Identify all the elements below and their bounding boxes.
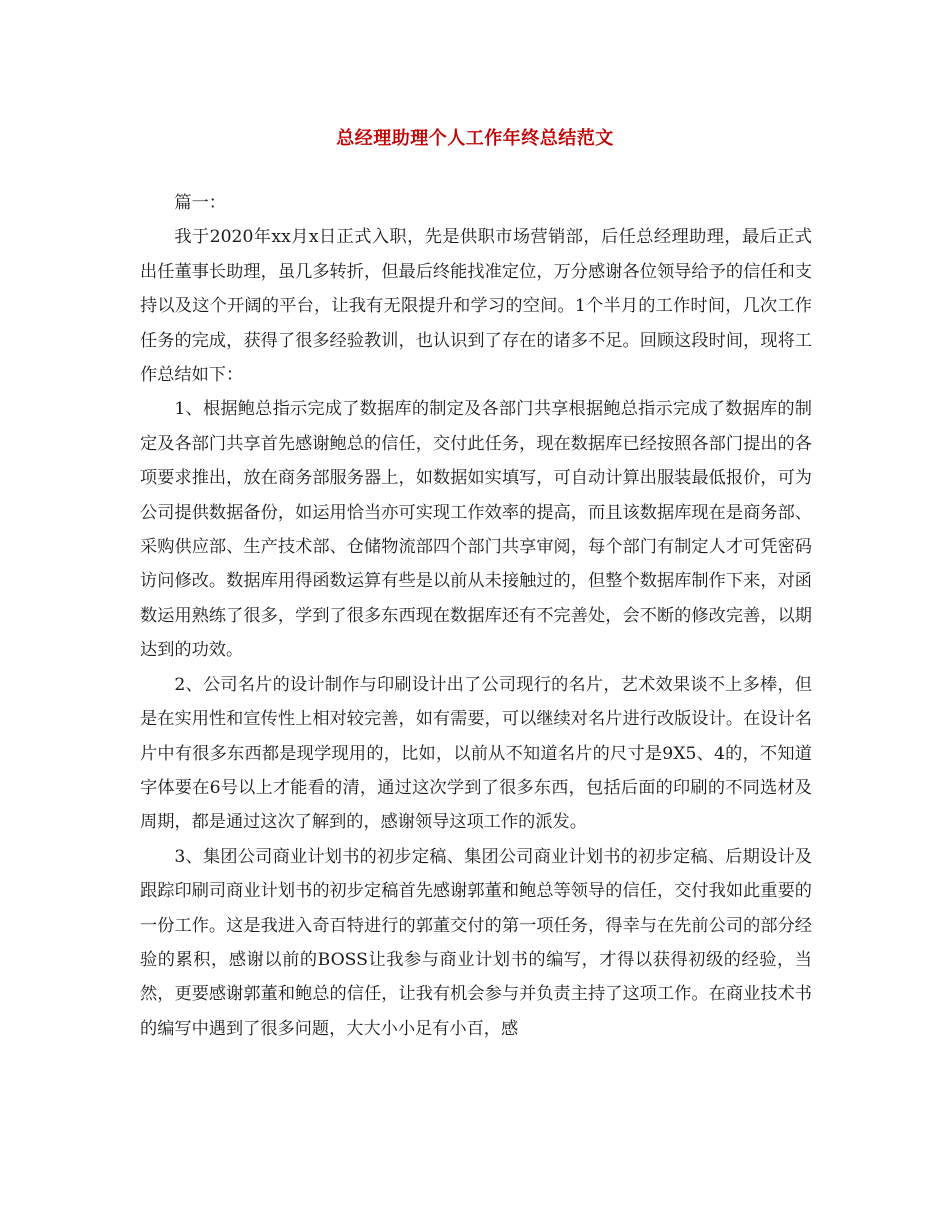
paragraph-intro: 我于2020年xx月x日正式入职，先是供职市场营销部，后任总经理助理，最后正式出任董事长助理，虽几多转折，但最后终能找准定位，万分感谢各位领导给予的信任和支持以及这个开阔的平台，让我有无限提升和学习的空间。1个半月的工作时间，几次工作任务的完成，获得了很多经验教训，也认识到了存在的诸多不足。回顾这段时间，现将工作总结如下： [140,227,812,386]
document-body [140,186,812,1046]
paragraph-item-1: 1、根据鲍总指示完成了数据库的制定及各部门共享根据鲍总指示完成了数据库的制定及各部门共享首先感谢鲍总的信任，交付此任务，现在数据库已经按照各部门提出的各项要求推出，放在商务部服务器上，如数据如实填写，可自动计算出服装最低报价，可为公司提供数据备份，如运用恰当亦可实现工作效率的提高，而且该数据库现在是商务部、采购供应部、生产技术部、仓储物流部四个部门共享审阅，每个部门有制定人才可凭密码访问修改。数据库用得函数运算有些是以前从未接触过的，但整个数据库制作下来，对函数运用熟练了很多，学到了很多东西现在数据库还有不完善处，会不断的修改完善，以期达到的功效。 [140,399,812,661]
paragraph-heading: 篇一： [174,193,226,213]
document-title: 总经理助理个人工作年终总结范文 [336,128,614,149]
paragraph-item-3: 3、集团公司商业计划书的初步定稿、集团公司商业计划书的初步定稿、后期设计及跟踪印刷司商业计划书的初步定稿首先感谢郭董和鲍总等领导的信任，交付我如此重要的一份工作。这是我进入奇百特进行的郭董交付的第一项任务，得幸与在先前公司的部分经验的累积，感谢以前的BOSS让我参与商业计划书的编写，才得以获得初级的经验，当然，更要感谢郭董和鲍总的信任，让我有机会参与并负责主持了这项工作。在商业技术书的编写中遇到了很多问题，大大小小足有小百，感 [140,846,812,1039]
paragraph-item-2: 2、公司名片的设计制作与印刷设计出了公司现行的名片，艺术效果谈不上多棒，但是在实用性和宣传性上相对较完善，如有需要，可以继续对名片进行改版设计。在设计名片中有很多东西都是现学现用的，比如，以前从不知道名片的尺寸是9X5、4的，不知道字体要在6号以上才能看的清，通过这次学到了很多东西，包括后面的印刷的不同选材及周期，都是通过这次了解到的，感谢领导这项工作的派发。 [140,674,812,833]
